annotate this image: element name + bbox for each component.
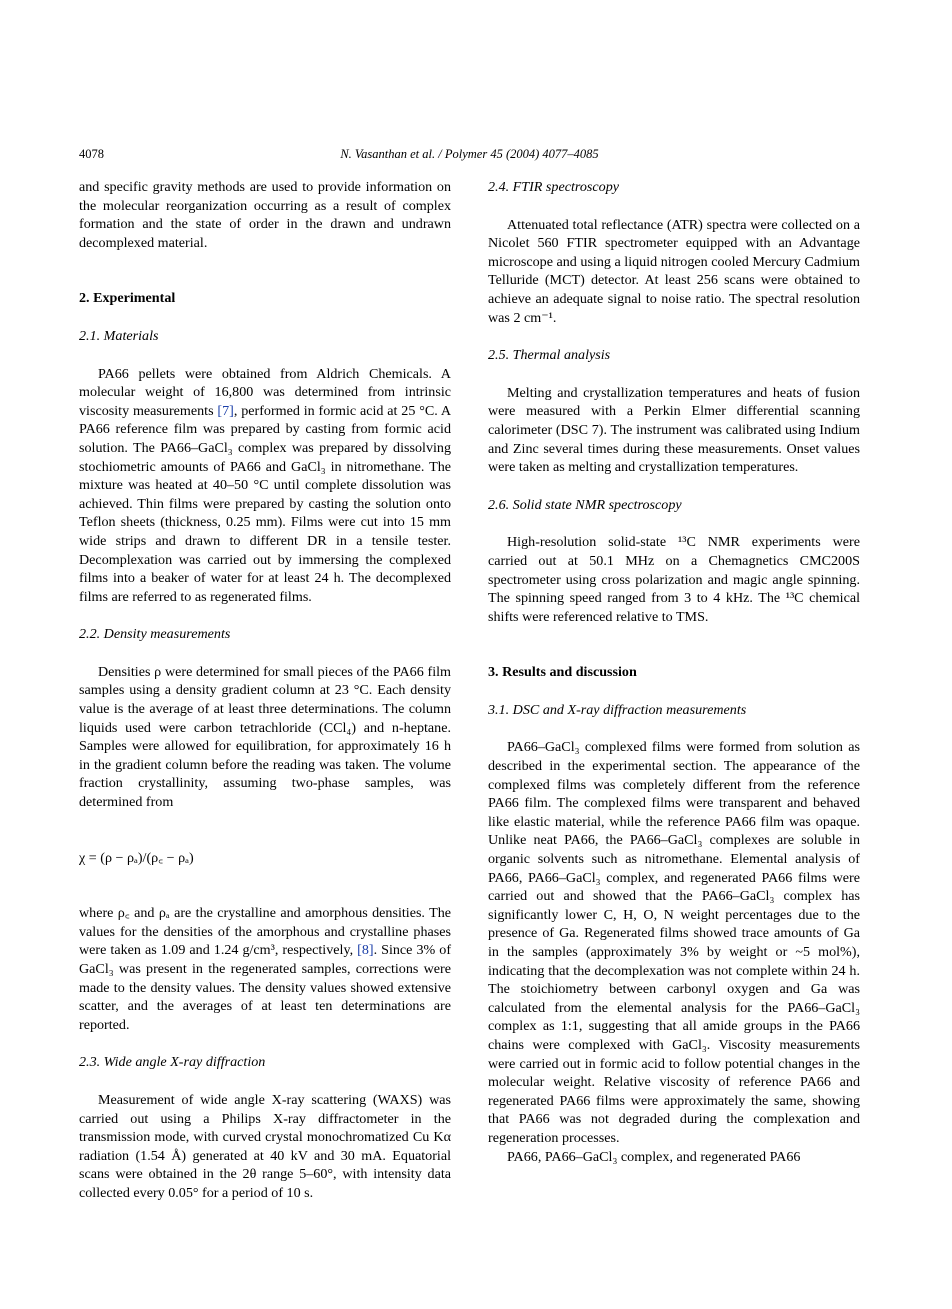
thermal-paragraph: Melting and crystallization temperatures and heats of fusion were measured with a Perkin Elmer differential scanning calorimeter (DSC 7). The instrument was calibrated using Indium and Zinc several times during these measurements. Onset values were taken as melting and crystallization temperatures. [488, 384, 860, 476]
subsection-title-thermal: 2.5. Thermal analysis [488, 347, 611, 364]
reference-link-7[interactable]: [7] [217, 402, 234, 419]
materials-text-1: PA66 pellets were obtained from Aldrich Chemicals. A molecular weight of 16,800 was determined from intrinsic viscosity measurements [79, 365, 451, 419]
reference-link-8[interactable]: [8] [357, 942, 374, 959]
where-paragraph [79, 904, 451, 1034]
materials-text-2: , performed in formic acid at 25 °C. A PA66 reference film was prepared by casting from formic acid solution. The PA66–GaCl₃ complex was prepared by dissolving stochiometric amounts of PA66 and GaCl₃ in nitromethane. The mixture was heated at 40–50 °C until complete dissolution was achieved. Thin films were prepared by casting the solution onto Teflon sheets (thickness, 0.25 mm). Films were cut into 15 mm wide strips and drawn to different DR in a tensile tester. Decomplexation was carried out by immersing the complexed films into a beaker of water for at least 24 h. The decomplexed films are referred to as regenerated films. [79, 402, 451, 605]
right-column [488, 178, 860, 1166]
materials-paragraph [79, 365, 451, 607]
section-title-experimental: 2. Experimental [79, 290, 176, 307]
subsection-title-waxd: 2.3. Wide angle X-ray diffraction [79, 1054, 266, 1071]
subsection-title-ftir: 2.4. FTIR spectroscopy [488, 179, 619, 195]
page-header [79, 147, 860, 165]
results-paragraph-1: PA66–GaCl₃ complexed films were formed from solution as described in the experimental section. The appearance of the complexed films was completely different from the reference PA66 film. The complexed films were transparent and behaved like elastic material, while the reference PA66 film was opaque. Unlike neat PA66, the PA66–GaCl₃ complexes are soluble in organic solvents such as nitromethane. Elemental analysis of PA66, PA66–GaCl₃ complex, and regenerated PA66 films were carried out and showed that the PA66–GaCl₃ complex has significantly lower C, H, O, N weight percentages due to the presence of Ga. Regenerated films showed trace amounts of Ga in the samples (approximately 3% by weight or ~5 mol%), indicating that the decomplexation was not complete within 24 h. The stoichiometry between carbonyl oxygen and Ga was calculated from the elemental analysis for the PA66–GaCl₃ complex as 1:1, suggesting that all amide groups in the PA66 chains were complexed with GaCl₃. Viscosity measurements were carried out in formic acid to follow potential changes in the molecular weight. Relative viscosity of reference PA66 and regenerated PA66 films were approximately the same, showing that PA66 was not degraded during the complexation and regeneration processes. [488, 739, 860, 1146]
subsection-title-density: 2.2. Density measurements [79, 626, 231, 643]
waxs-paragraph: Measurement of wide angle X-ray scattering (WAXS) was carried out using a Philips X-ray diffractometer in the transmission mode, with curved crystal monochromatized Cu Kα radiation (1.54 Å) generated at 40 kV and 30 mA. Equatorial scans were obtained in the 2θ range 5–60°, with intensity data collected every 0.05° for a period of 10 s. [79, 1091, 451, 1201]
where-text-2: . Since 3% of GaCl₃ was present in the regenerated samples, corrections were made to the density values. The density values showed extensive scatter, and the averages of at least ten determinations are reported. [79, 942, 452, 1033]
subsection-title-materials: 2.1. Materials [79, 327, 159, 344]
section-title-results: 3. Results and discussion [488, 664, 637, 681]
subsection-title-nmr: 2.6. Solid state NMR spectroscopy [488, 496, 682, 513]
page-number: 4078 [79, 147, 104, 161]
subsection-title-dsc-xray: 3.1. DSC and X-ray diffraction measurements [488, 701, 747, 718]
left-column [79, 178, 451, 1203]
density-paragraph: Densities ρ were determined for small pieces of the PA66 film samples using a density gradient column at 23 °C. Each density value is the average of at least three determinations. The column liquids used were carbon tetrachloride (CCl₄) and n-heptane. Samples were allowed for equilibration, for approximately 16 h in the gradient column before the reading was taken. The volume fraction crystallinity, assuming two-phase samples, was determined from [79, 663, 451, 811]
results-paragraph-2: PA66, PA66–GaCl₃ complex, and regenerated PA66 [507, 1148, 801, 1165]
running-head: N. Vasanthan et al. / Polymer 45 (2004) 4077–4085 [340, 147, 599, 161]
where-text-1: where ρ꜀ and ρₐ are the crystalline and amorphous densities. The values for the densities of the amorphous and crystalline phases were taken as 1.09 and 1.24 g/cm³, respectively, [79, 905, 451, 959]
crystallinity-equation: χ = (ρ − ρₐ)/(ρ꜀ − ρₐ) [79, 849, 194, 866]
intro-continuation: and specific gravity methods are used to provide information on the molecular reorganization occurring as a result of complex formation and the state of order in the drawn and undrawn decomplexed material. [79, 179, 451, 251]
ftir-paragraph: Attenuated total reflectance (ATR) spectra were collected on a Nicolet 560 FTIR spectrometer equipped with an Advantage microscope and using a liquid nitrogen cooled Mercury Cadmium Telluride (MCT) detector. At least 256 scans were obtained to achieve an adequate signal to noise ratio. The spectral resolution was 2 cm⁻¹. [488, 216, 860, 326]
nmr-paragraph: High-resolution solid-state ¹³C NMR experiments were carried out at 50.1 MHz on a Chemagnetics CMC200S spectrometer using cross polarization and magic angle spinning. The spinning speed ranged from 3 to 4 kHz. The ¹³C chemical shifts were referenced relative to TMS. [488, 534, 860, 625]
